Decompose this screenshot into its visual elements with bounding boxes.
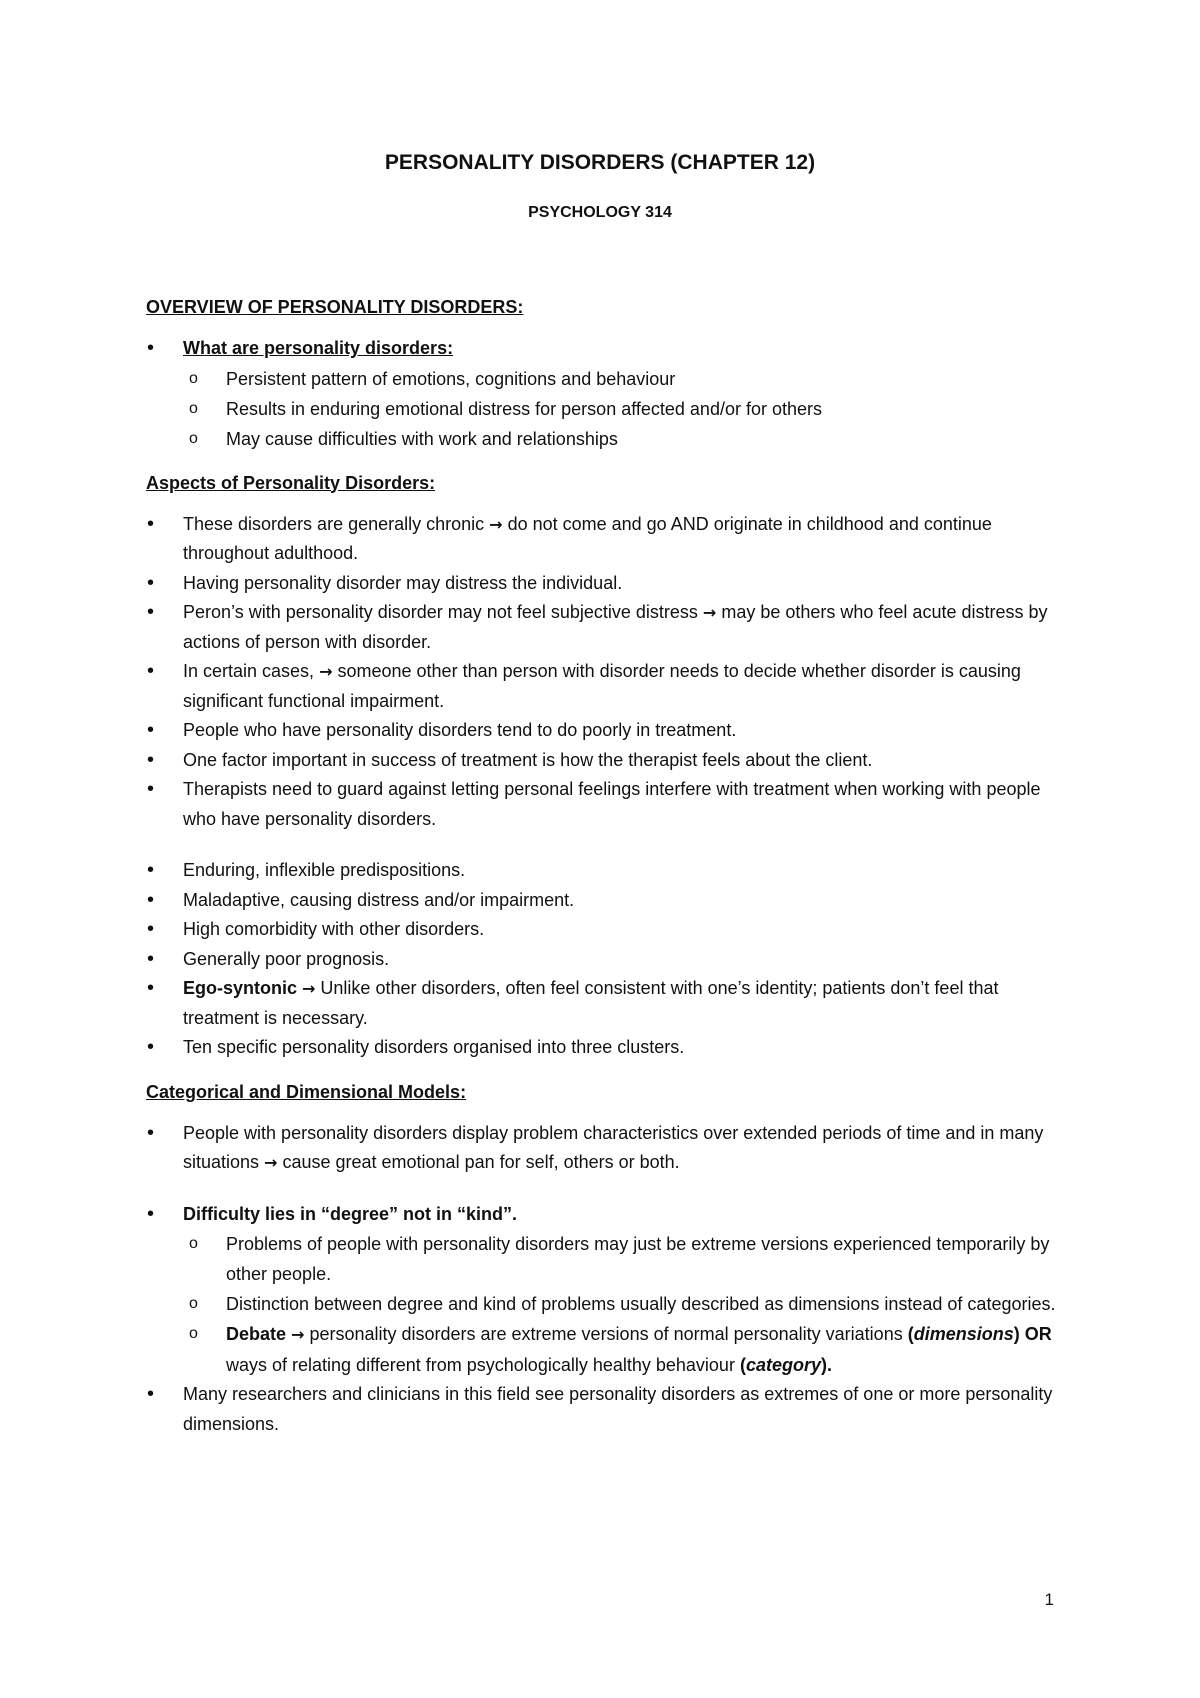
what-are-label: What are personality disorders: — [183, 338, 454, 358]
category-term: category — [745, 1355, 821, 1375]
arrow-icon: → — [702, 603, 717, 622]
document-subtitle: PSYCHOLOGY 314 — [528, 204, 672, 221]
list-item: • Therapists need to guard against letting personal feelings interfere with treatment when working with people who have personality disorders. — [146, 775, 1076, 834]
list-item: • Maladaptive, causing distress and/or impairment. — [146, 886, 1076, 916]
list-item: o Debate → personality disorders are extreme versions of normal personality variations (dimensions) OR ways of relating different from psychologically healthy behaviour (category). — [183, 1319, 1076, 1380]
list-item: • Ten specific personality disorders organised into three clusters. — [146, 1033, 1076, 1063]
list-item: • People with personality disorders display problem characteristics over extended periods of time and in many situations → cause great emotional pan for self, others or both. — [146, 1119, 1076, 1178]
overview-heading: OVERVIEW OF PERSONALITY DISORDERS: — [146, 297, 524, 317]
list-item: • Ego-syntonic → Unlike other disorders, often feel consistent with one’s identity; patients don’t feel that treatment is necessary. — [146, 974, 1076, 1033]
list-item: • In certain cases, → someone other than person with disorder needs to decide whether disorder is causing significant functional impairment. — [146, 657, 1076, 716]
list-item: • These disorders are generally chronic → do not come and go AND originate in childhood and continue throughout adulthood. — [146, 510, 1076, 569]
list-item: • Peron’s with personality disorder may not feel subjective distress → may be others who feel acute distress by actions of person with disorder. — [146, 598, 1076, 657]
document-title: PERSONALITY DISORDERS (CHAPTER 12) — [384, 151, 816, 174]
debate-term: Debate — [226, 1324, 292, 1344]
list-item: • Enduring, inflexible predispositions. — [146, 856, 1076, 886]
arrow-icon: → — [264, 1153, 278, 1172]
document-body — [146, 292, 1076, 1439]
list-item: • People who have personality disorders tend to do poorly in treatment. — [146, 716, 1076, 746]
models-list — [146, 1119, 1076, 1440]
list-item — [146, 334, 1076, 454]
difficulty-statement: Difficulty lies in “degree” not in “kind”. — [183, 1203, 518, 1224]
list-item: • Having personality disorder may distress the individual. — [146, 569, 1076, 599]
arrow-icon: → — [319, 662, 333, 681]
overview-list — [146, 334, 1076, 454]
list-item: • One factor important in success of treatment is how the therapist feels about the client. — [146, 746, 1076, 776]
dimensions-term: dimensions — [913, 1324, 1014, 1344]
arrow-icon: → — [489, 514, 503, 534]
list-item — [146, 1200, 1076, 1381]
list-item: • High comorbidity with other disorders. — [146, 915, 1076, 945]
models-sublist — [183, 1229, 1076, 1380]
models-heading: Categorical and Dimensional Models: — [146, 1081, 467, 1102]
page-number: 1 — [1044, 1590, 1054, 1609]
list-item: o Results in enduring emotional distress for person affected and/or for others — [183, 394, 1076, 424]
list-item: o Distinction between degree and kind of problems usually described as dimensions instead of categories. — [183, 1289, 1076, 1319]
arrow-icon: → — [291, 1325, 305, 1344]
list-item: • Generally poor prognosis. — [146, 945, 1076, 975]
list-item: • Many researchers and clinicians in this field see personality disorders as extremes of one or more personality dimensions. — [146, 1380, 1076, 1439]
ego-syntonic-term: Ego-syntonic — [183, 978, 303, 998]
list-item: o Problems of people with personality disorders may just be extreme versions experienced temporarily by other people. — [183, 1229, 1076, 1289]
list-item: o Persistent pattern of emotions, cognitions and behaviour — [183, 364, 1076, 394]
aspects-heading: Aspects of Personality Disorders: — [146, 472, 436, 493]
arrow-icon: → — [302, 979, 316, 998]
overview-sublist — [183, 364, 1076, 454]
list-item: o May cause difficulties with work and relationships — [183, 424, 1076, 454]
aspects-list — [146, 510, 1076, 1063]
